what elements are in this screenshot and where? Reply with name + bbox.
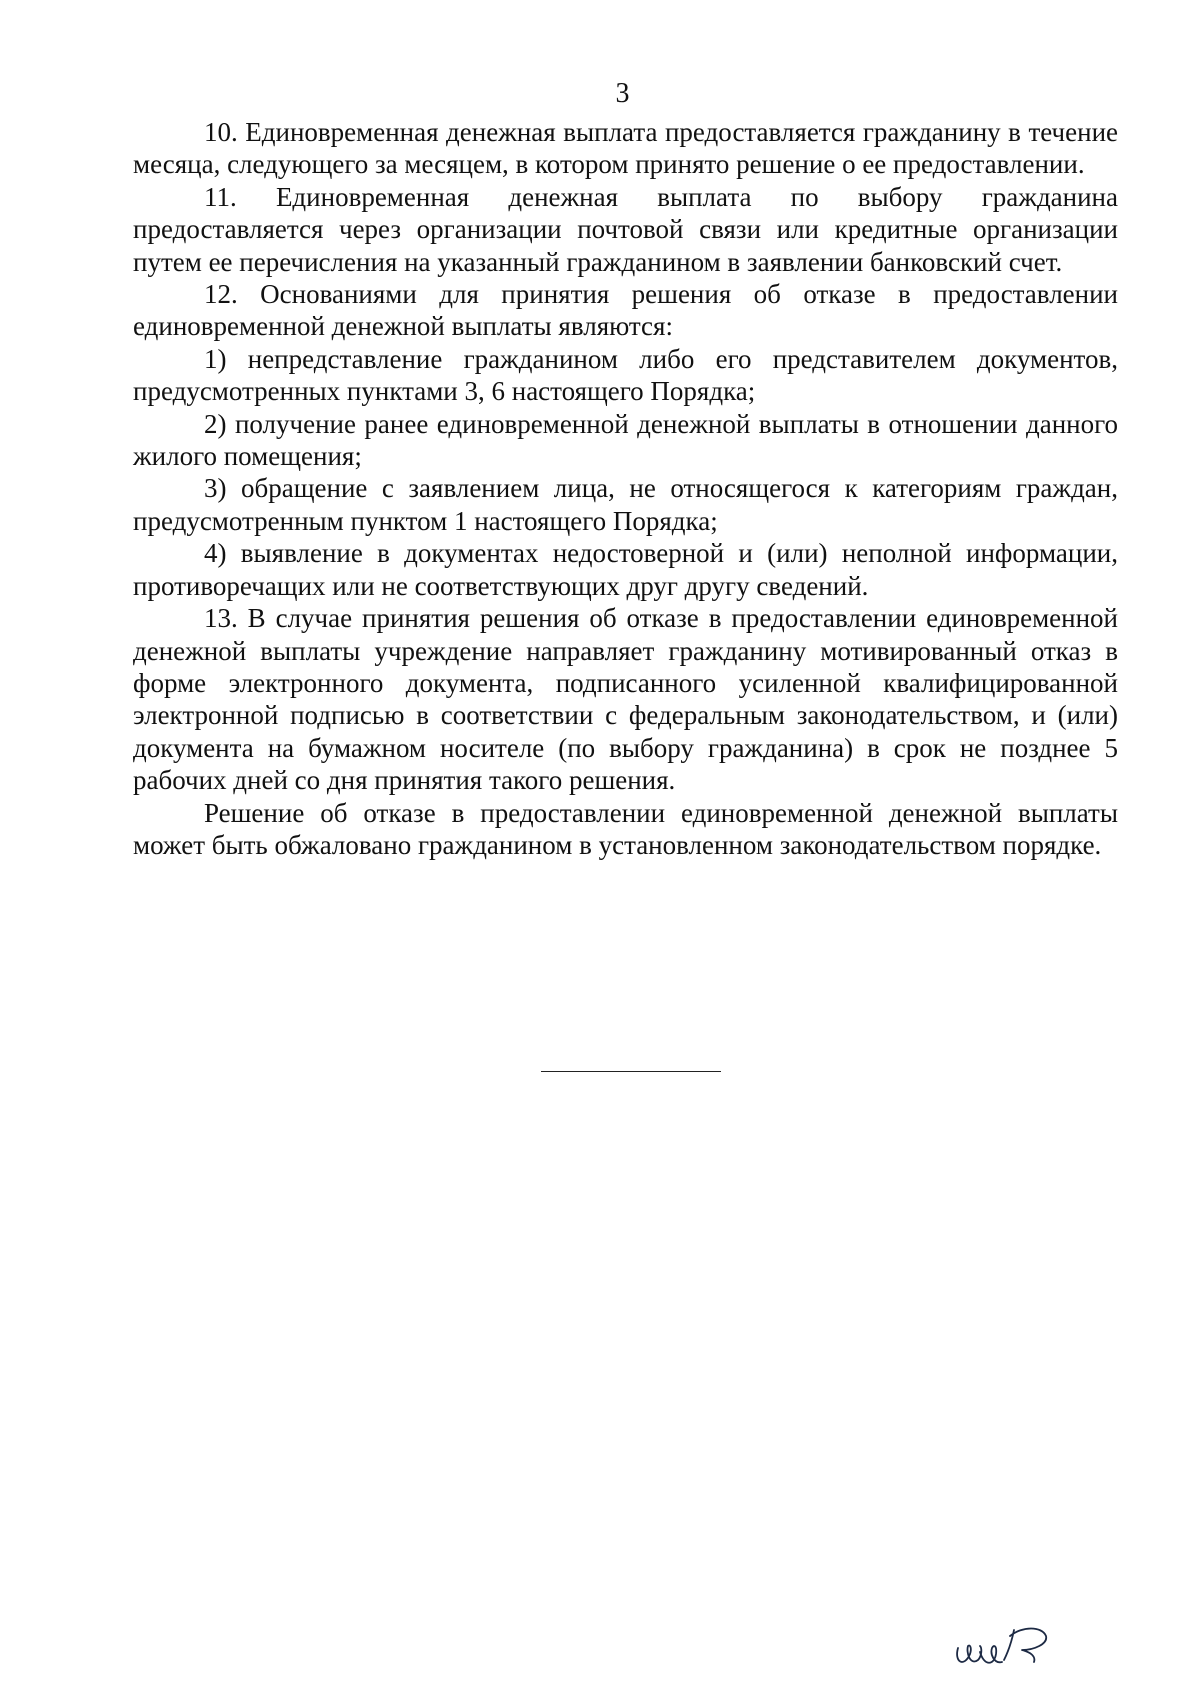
list-item-1: 1) непредставление гражданином либо его представителем документов, предусмотренных пунктами 3, 6 настоящего Порядка; <box>133 343 1118 407</box>
document-body <box>133 116 1118 861</box>
list-item-3: 3) обращение с заявлением лица, не относящегося к категориям граждан, предусмотренным пунктом 1 настоящего Порядка; <box>133 473 1118 536</box>
paragraph-13: 13. В случае принятия решения об отказе в предоставлении единовременной денежной выплаты учреждение направляет гражданину мотивированный отказ в форме электронного документа, подписанного усиленной квалифицированной электронной подписью в соответствии с федеральным законодательством, и (или) документа на бумажном носителе (по выбору гражданина) в срок не позднее 5 рабочих дней со дня принятия такого решения. <box>133 603 1118 796</box>
page-number: 3 <box>615 78 630 109</box>
list-item-4: 4) выявление в документах недостоверной и (или) неполной информации, противоречащих или не соответствующих друг другу сведений. <box>133 538 1118 601</box>
list-item-2: 2) получение ранее единовременной денежной выплаты в отношении данного жилого помещения; <box>133 408 1118 472</box>
end-divider <box>541 1071 721 1072</box>
paragraph-11: 11. Единовременная денежная выплата по выбору гражданина предоставляется через организации почтовой связи или кредитные организации путем ее перечисления на указанный гражданином в заявлении банковский счет. <box>133 181 1118 277</box>
handwritten-initials <box>950 1622 1060 1674</box>
appeal-paragraph: Решение об отказе в предоставлении единовременной денежной выплаты может быть обжаловано гражданином в установленном законодательством порядке. <box>133 797 1118 860</box>
paragraph-10: 10. Единовременная денежная выплата предоставляется гражданину в течение месяца, следующего за месяцем, в котором принято решение о ее предоставлении. <box>133 117 1118 180</box>
paragraph-12: 12. Основаниями для принятия решения об отказе в предоставлении единовременной денежной выплаты являются: <box>133 279 1118 342</box>
